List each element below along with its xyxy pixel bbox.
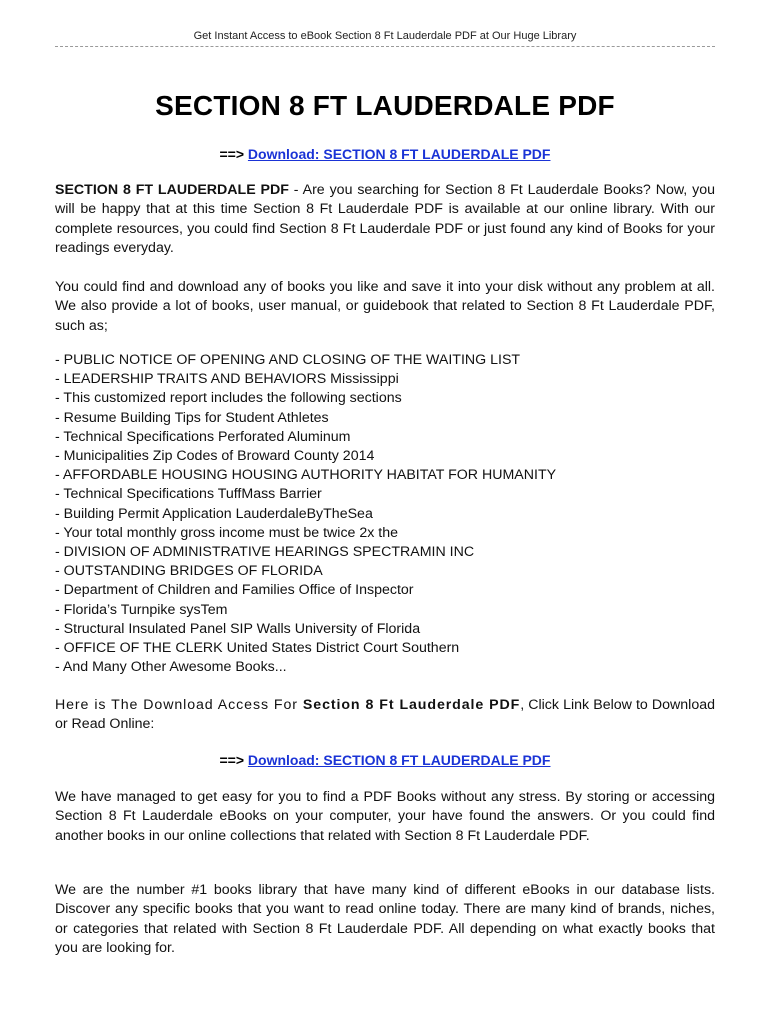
list-item: - Structural Insulated Panel SIP Walls University of Florida	[55, 620, 421, 637]
list-item: - OFFICE OF THE CLERK United States District Court Southern	[55, 640, 460, 657]
list-item: - This customized report includes the following sections	[55, 390, 402, 407]
download-line-bottom	[55, 752, 715, 768]
list-item: - And Many Other Awesome Books...	[55, 659, 287, 676]
intro-bold-title: SECTION 8 FT LAUDERDALE PDF	[55, 182, 289, 198]
list-item: - Department of Children and Families Office of Inspector	[55, 582, 414, 599]
list-item: - Florida’s Turnpike sysTem	[55, 601, 228, 618]
access-prefix: Here is The Download Access For	[55, 697, 303, 713]
list-item: - Technical Specifications Perforated Aluminum	[55, 428, 351, 445]
page-header: Get Instant Access to eBook Section 8 Ft Lauderdale PDF at Our Huge Library	[193, 30, 577, 42]
list-item: - OUTSTANDING BRIDGES OF FLORIDA	[55, 563, 323, 580]
paragraph-books-intro: You could find and download any of books you like and save it into your disk without any problem at all. We also provide a lot of books, user manual, or guidebook that related to Section 8 Ft Lauderdale PDF, such as;	[55, 279, 715, 334]
paragraph-library: We are the number #1 books library that have many kind of different eBooks in our database lists. Discover any specific books that you want to read online today. There are many kind of brands, niches, or categories that related with Section 8 Ft Lauderdale PDF. All depending on what exactly books that you are looking for.	[55, 882, 715, 956]
intro-paragraph	[55, 181, 715, 258]
list-item: - Municipalities Zip Codes of Broward County 2014	[55, 448, 375, 465]
list-item: - Building Permit Application LauderdaleByTheSea	[55, 505, 373, 522]
list-item: - Technical Specifications TuffMass Barrier	[55, 486, 322, 503]
list-item: - AFFORDABLE HOUSING HOUSING AUTHORITY HABITAT FOR HUMANITY	[55, 467, 557, 484]
download-link-top[interactable]: Download: SECTION 8 FT LAUDERDALE PDF	[247, 146, 551, 162]
page-title: SECTION 8 FT LAUDERDALE PDF	[155, 90, 615, 121]
list-item: - DIVISION OF ADMINISTRATIVE HEARINGS SPECTRAMIN INC	[55, 544, 475, 561]
list-item: - LEADERSHIP TRAITS AND BEHAVIORS Mississippi	[55, 371, 399, 388]
download-access-paragraph	[55, 696, 715, 735]
header-divider	[55, 46, 715, 47]
list-item: - PUBLIC NOTICE OF OPENING AND CLOSING OF THE WAITING LIST	[55, 352, 521, 368]
download-line-top	[55, 146, 715, 162]
access-suffix: , Click Link Below to Download or Read Online:	[55, 697, 715, 733]
list-item: - Your total monthly gross income must be twice 2x the	[55, 524, 399, 541]
download-arrow: ==>	[219, 752, 245, 768]
download-link-bottom[interactable]: Download: SECTION 8 FT LAUDERDALE PDF	[247, 752, 551, 768]
related-books-list	[55, 351, 715, 677]
intro-text: - Are you searching for Section 8 Ft Lauderdale Books? Now, you will be happy that at this time Section 8 Ft Lauderdale PDF is available at our online library. With our complete resources, you could find Section 8 Ft Lauderdale PDF or just found any kind of Books for your readings everyday.	[55, 182, 715, 256]
access-bold-title: Section 8 Ft Lauderdale PDF	[302, 697, 521, 713]
list-item: - Resume Building Tips for Student Athletes	[55, 409, 329, 426]
download-arrow: ==>	[219, 146, 245, 162]
paragraph-easy-access: We have managed to get easy for you to find a PDF Books without any stress. By storing or accessing Section 8 Ft Lauderdale eBooks on your computer, your have found the answers. Or you could find another books in our online collections that related with Section 8 Ft Lauderdale PDF.	[55, 789, 715, 844]
